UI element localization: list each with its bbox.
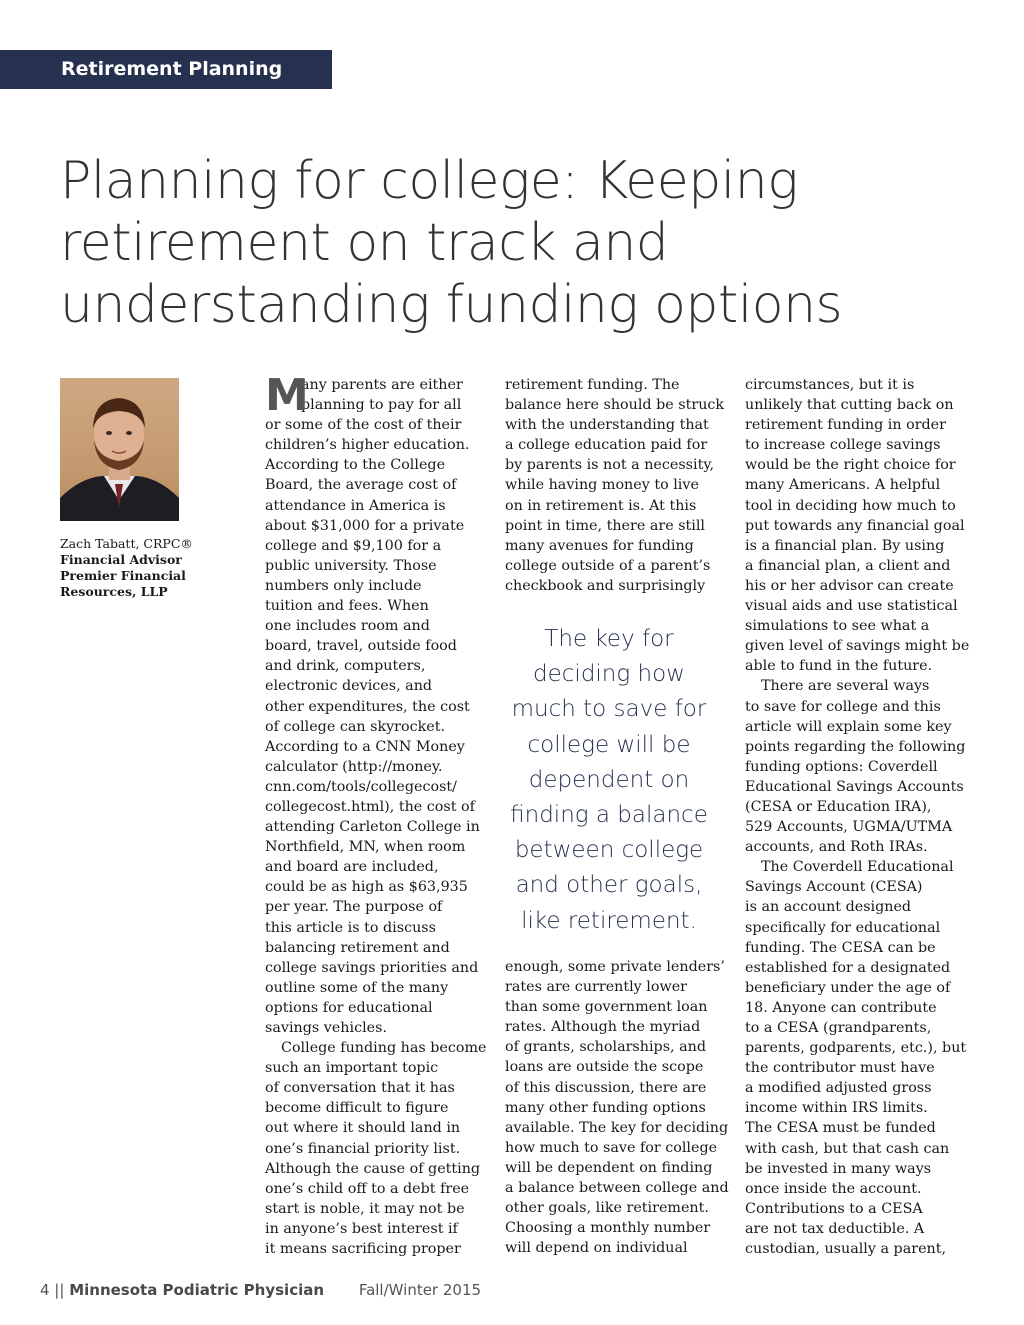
body-line: College funding has become <box>281 1040 487 1057</box>
body-line: many Americans. A helpful <box>745 477 941 494</box>
body-line: public university. Those <box>265 557 437 574</box>
body-line: Board, the average cost of <box>265 477 457 494</box>
body-line: his or her advisor can create <box>745 577 954 594</box>
body-line: Educational Savings Accounts <box>745 778 964 795</box>
body-line: any parents are either <box>301 377 463 393</box>
body-line: points regarding the following <box>745 738 966 755</box>
body-line: this article is to discuss <box>265 919 436 936</box>
body-line: a balance between college and <box>505 1180 729 1197</box>
body-line: Although the cause of getting <box>265 1160 481 1177</box>
body-line: how much to save for college <box>505 1139 718 1156</box>
body-line: retirement funding. The <box>505 377 680 393</box>
body-line: one’s child off to a debt free <box>265 1180 470 1197</box>
body-line: able to fund in the future. <box>745 658 933 675</box>
body-line: will be dependent on finding <box>505 1159 713 1176</box>
article-column-2 <box>505 375 733 596</box>
body-line: balance here should be struck <box>505 397 725 414</box>
body-line: tuition and fees. When <box>265 598 429 615</box>
body-line: attending Carleton College in <box>265 819 480 836</box>
body-line: out where it should land in <box>265 1120 461 1137</box>
body-line: electronic devices, and <box>265 678 433 695</box>
body-line: beneficiary under the age of <box>745 979 951 996</box>
body-line: funding options: Coverdell <box>745 758 938 775</box>
pull-quote-line: dependent on <box>528 766 690 793</box>
body-line: start is noble, it may not be <box>265 1200 465 1217</box>
body-line: calculator (http://money. <box>265 758 443 775</box>
pull-quote-line: deciding how <box>533 661 685 688</box>
article-headline <box>60 150 960 336</box>
publication-name: Minnesota Podiatric Physician <box>69 1281 325 1299</box>
body-line: be invested in many ways <box>745 1160 932 1177</box>
body-line: Choosing a monthly number <box>505 1220 711 1237</box>
body-line: on in retirement is. At this <box>505 497 697 514</box>
body-line: retirement funding in order <box>745 417 946 434</box>
body-line: numbers only include <box>265 577 422 594</box>
body-line: circumstances, but it is <box>745 377 915 393</box>
author-photo <box>60 378 179 521</box>
section-banner: Retirement Planning <box>0 50 332 89</box>
body-line: checkbook and surprisingly <box>505 577 706 594</box>
pull-quote-line: much to save for <box>511 696 707 723</box>
body-line: of grants, scholarships, and <box>505 1039 707 1056</box>
body-line: According to a CNN Money <box>265 738 465 755</box>
body-line: savings vehicles. <box>265 1020 387 1036</box>
body-line: with the understanding that <box>505 417 709 434</box>
body-line: rates are currently lower <box>505 979 688 996</box>
body-line: it means sacrificing proper <box>265 1241 461 1258</box>
pull-quote-line: between college <box>514 837 704 864</box>
body-line: will depend on individual <box>505 1240 688 1257</box>
pull-quote-line: The key for <box>544 626 674 652</box>
body-line: or some of the cost of their <box>265 417 462 434</box>
pull-quote-line: and other goals, <box>515 872 703 899</box>
pull-quote-line: finding a balance <box>510 802 708 829</box>
body-line: balancing retirement and <box>265 939 450 956</box>
body-line: options for educational <box>265 999 433 1016</box>
opening-paragraph-start <box>265 370 493 421</box>
body-line: The CESA must be funded <box>745 1120 936 1137</box>
headline-line: understanding funding options <box>60 275 843 335</box>
body-line: a modified adjusted gross <box>745 1080 932 1097</box>
body-line: enough, some private lenders’ <box>505 959 725 975</box>
headline-line: retirement on track and <box>60 213 669 273</box>
body-line: given level of savings might be <box>745 638 970 655</box>
body-line: article will explain some key <box>745 718 952 735</box>
author-name: Zach Tabatt, CRPC® <box>60 536 193 551</box>
pull-quote <box>500 622 718 939</box>
pull-quote-line: like retirement. <box>521 907 697 934</box>
body-line: is an account designed <box>745 899 912 916</box>
body-line: unlikely that cutting back on <box>745 397 954 414</box>
author-title: Financial Advisor <box>60 552 182 567</box>
body-line: simulations to see what a <box>745 618 930 635</box>
body-line: (CESA or Education IRA), <box>745 798 932 815</box>
body-line: 18. Anyone can contribute <box>745 999 937 1016</box>
body-line: a college education paid for <box>505 437 708 454</box>
body-line: college and $9,100 for a <box>265 537 442 554</box>
body-line: 529 Accounts, UGMA/UTMA <box>745 819 953 836</box>
article-column-2-continued <box>505 957 733 1258</box>
body-line: tool in deciding how much to <box>745 497 956 514</box>
body-line: outline some of the many <box>265 979 449 996</box>
body-line: put towards any financial goal <box>745 517 965 534</box>
body-line: There are several ways <box>761 678 930 695</box>
body-line: attendance in America is <box>265 497 446 514</box>
author-company: Resources, LLP <box>60 584 168 599</box>
article-column-3 <box>745 375 973 1259</box>
body-line: become difficult to figure <box>265 1100 449 1117</box>
body-line: collegecost.html), the cost of <box>265 798 475 815</box>
body-line: would be the right choice for <box>745 457 956 474</box>
body-line: parents, godparents, etc.), but <box>745 1040 967 1057</box>
body-line: established for a designated <box>745 959 951 976</box>
body-line: and board are included, <box>265 859 439 876</box>
pull-quote-line: college will be <box>527 731 691 758</box>
body-line: specifically for educational <box>745 919 941 936</box>
body-line: visual aids and use statistical <box>745 598 958 615</box>
body-line: one’s financial priority list. <box>265 1140 461 1157</box>
article-column-1 <box>265 370 493 1259</box>
body-line: According to the College <box>265 457 446 474</box>
body-line: of college can skyrocket. <box>265 718 446 735</box>
body-line: Contributions to a CESA <box>745 1200 923 1217</box>
body-line: many avenues for funding <box>505 537 694 554</box>
author-company: Premier Financial <box>60 568 186 583</box>
headline-line: Planning for college: Keeping <box>60 151 798 211</box>
body-line: the contributor must have <box>745 1060 935 1077</box>
body-line: available. The key for deciding <box>505 1119 729 1136</box>
column-2-top-body <box>505 375 733 596</box>
body-line: college savings priorities and <box>265 959 479 976</box>
column-1-body <box>265 415 493 1259</box>
body-line: rates. Although the myriad <box>505 1019 701 1036</box>
body-line: loans are outside the scope <box>505 1059 704 1076</box>
author-byline <box>60 536 250 600</box>
body-line: to increase college savings <box>745 437 941 454</box>
body-line: many other funding options <box>505 1099 706 1116</box>
body-line: to save for college and this <box>745 698 941 715</box>
body-line: cnn.com/tools/collegecost/ <box>265 778 457 795</box>
body-line: funding. The CESA can be <box>745 939 936 956</box>
body-line: and drink, computers, <box>265 658 426 675</box>
body-line: with cash, but that cash can <box>745 1140 950 1157</box>
body-line: than some government loan <box>505 999 708 1016</box>
body-line: children’s higher education. <box>265 437 470 454</box>
body-line: per year. The purpose of <box>265 899 443 916</box>
body-line: once inside the account. <box>745 1180 922 1197</box>
body-line: income within IRS limits. <box>745 1100 928 1117</box>
drop-cap: M <box>265 370 309 421</box>
body-line: in anyone’s best interest if <box>265 1220 458 1237</box>
body-line: are not tax deductible. A <box>745 1220 925 1237</box>
body-line: Northfield, MN, when room <box>265 839 466 856</box>
body-line: while having money to live <box>505 477 699 494</box>
body-line: other goals, like retirement. <box>505 1200 709 1217</box>
column-2-bottom-body <box>505 957 733 1258</box>
body-line: such an important topic <box>265 1060 439 1077</box>
body-line: point in time, there are still <box>505 517 705 534</box>
body-line: to a CESA (grandparents, <box>745 1020 932 1036</box>
body-line: about $31,000 for a private <box>265 517 465 534</box>
body-line: a financial plan, a client and <box>745 557 951 574</box>
column-3-body <box>745 375 973 1259</box>
body-line: of conversation that it has <box>265 1080 455 1097</box>
body-line: by parents is not a necessity, <box>505 457 715 474</box>
body-line: one includes room and <box>265 618 430 635</box>
body-line: accounts, and Roth IRAs. <box>745 839 928 856</box>
body-line: The Coverdell Educational <box>761 859 954 876</box>
body-line: planning to pay for all <box>301 397 462 414</box>
page-number: 4 || <box>40 1281 65 1299</box>
body-line: could be as high as $63,935 <box>265 879 468 896</box>
body-line: of this discussion, there are <box>505 1079 707 1096</box>
body-line: college outside of a parent’s <box>505 557 711 574</box>
issue-date: Fall/Winter 2015 <box>358 1281 482 1299</box>
body-line: is a financial plan. By using <box>745 537 945 554</box>
page-footer <box>40 1281 740 1299</box>
body-line: other expenditures, the cost <box>265 698 470 715</box>
body-line: board, travel, outside food <box>265 638 457 655</box>
body-line: Savings Account (CESA) <box>745 879 923 896</box>
body-line: custodian, usually a parent, <box>745 1241 947 1258</box>
